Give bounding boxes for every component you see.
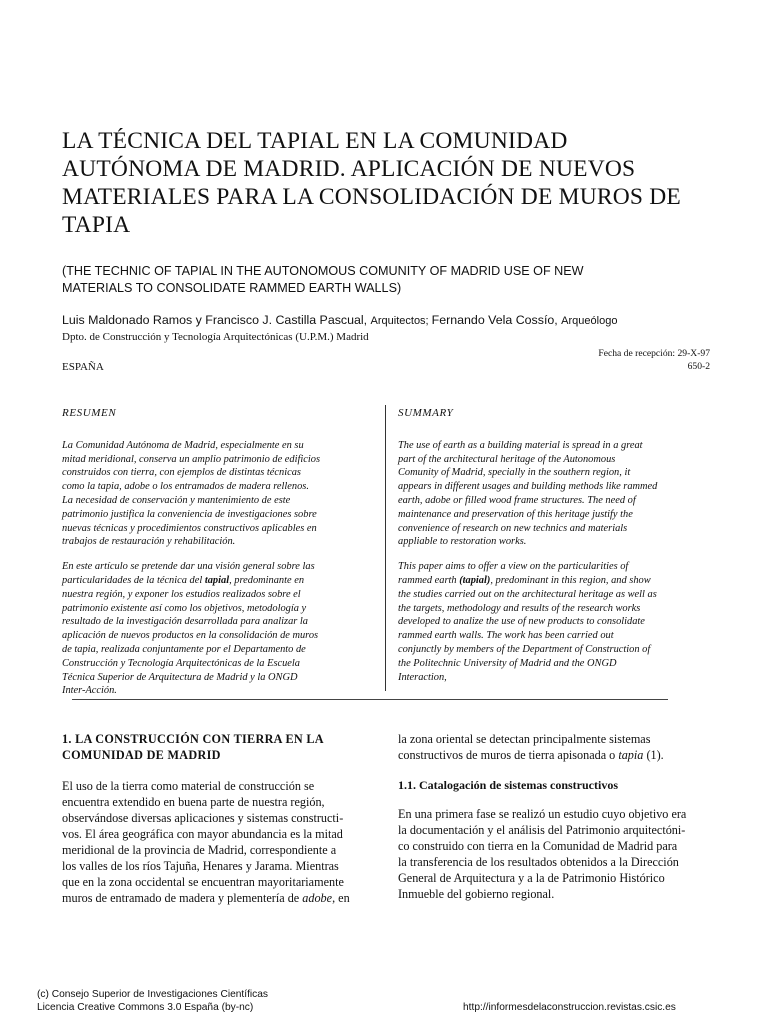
subtitle-line: (THE TECHNIC OF TAPIAL IN THE AUTONOMOUS COMUNITY OF MADRID USE OF NEW xyxy=(62,264,584,278)
text-line: La Comunidad Autónoma de Madrid, especialmente en su xyxy=(62,439,304,451)
text-run: muros de entramado de madera y plementería de xyxy=(62,891,303,905)
text-line: rammed earth walls. The work has been carried out xyxy=(398,630,614,642)
text-line: aplicación de nuevos productos en la consolidación de muros xyxy=(62,630,319,642)
abstract-english xyxy=(398,407,713,695)
author-role-2: Arqueólogo xyxy=(561,315,618,327)
text-line: The use of earth as a building material is spread in a great xyxy=(398,439,643,451)
text-line: nuestra región, y exponer los estudios realizados sobre el xyxy=(62,588,301,600)
term-adobe: adobe xyxy=(302,891,333,905)
journal-url-link[interactable]: http://informesdelaconstruccion.revistas.csic.es xyxy=(463,1002,676,1013)
text-line: En este artículo se pretende dar una visión general sobre las xyxy=(62,561,315,573)
text-run: (1). xyxy=(643,748,664,762)
text-line: El uso de la tierra como material de construcción se xyxy=(62,779,315,793)
text-line: La necesidad de conservación y mantenimiento de este xyxy=(62,494,291,506)
text-line: patrimonio justifica la conveniencia de investigaciones sobre xyxy=(62,508,317,520)
author-line xyxy=(62,313,712,327)
text-line: resultado de la investigación desarrollada para analizar la xyxy=(62,616,309,628)
summary-heading: SUMMARY xyxy=(398,407,454,419)
text-line: the studies carried out on the architectural heritage as well as xyxy=(398,588,657,600)
reception-date: Fecha de recepción: 29-X-97 xyxy=(598,348,710,359)
text-line: que en la zona occidental se encuentran mayoritariamente xyxy=(62,875,344,889)
body-paragraph-continued xyxy=(398,731,710,763)
text-line: This paper aims to offer a view on the particularities of xyxy=(398,561,629,573)
text-line: Inter-Acción. xyxy=(62,685,117,697)
text-run: particularidades de la técnica del xyxy=(62,574,205,586)
text-line: la transferencia de los resultados obtenidos a la Dirección xyxy=(398,855,679,869)
abstract-heading: RESUMEN xyxy=(62,407,117,419)
text-run: , en xyxy=(332,891,350,905)
body-paragraph xyxy=(398,806,710,902)
text-line: la zona oriental se detectan principalmente sistemas xyxy=(398,732,651,746)
title-line: TAPIA xyxy=(62,212,131,238)
text-line: de tapia, realizada conjuntamente por el Departamento de xyxy=(62,643,306,655)
text-run: constructivos de muros de tierra apisonada o xyxy=(398,748,619,762)
text-line: co construido con tierra en la Comunidad de Madrid para xyxy=(398,839,678,853)
author-names: Luis Maldonado Ramos y Francisco J. Castilla Pascual, xyxy=(62,313,371,327)
text-line: part of the architectural heritage of the Autonomous xyxy=(398,453,616,465)
section-heading xyxy=(62,731,370,763)
subsection-heading: 1.1. Catalogación de sistemas constructivos xyxy=(398,778,618,792)
text-run: , predominante en xyxy=(229,574,305,586)
text-line: construidos con tierra, con ejemplos de distintas técnicas xyxy=(62,467,301,479)
text-line: nuevas técnicas y procedimientos constructivos aplicables en xyxy=(62,522,317,534)
license-line: Licencia Creative Commons 3.0 España (by-nc) xyxy=(37,1002,254,1013)
text-line: appliable to restoration works. xyxy=(398,536,527,548)
abstract-paragraph xyxy=(62,439,372,549)
text-line xyxy=(398,574,713,588)
text-line: COMUNIDAD DE MADRID xyxy=(62,748,221,762)
author-role: Arquitectos; xyxy=(370,315,432,327)
text-line: patrimonio existente así como los objetivos, metodología y xyxy=(62,602,307,614)
text-line: convenience of research on new technics and materials xyxy=(398,522,628,534)
text-line: la documentación y el análisis del Patrimonio arquitectóni- xyxy=(398,823,686,837)
text-line: General de Arquitectura y a la de Patrimonio Histórico xyxy=(398,871,665,885)
author-names-2: Fernando Vela Cossío, xyxy=(431,313,562,327)
text-line: 1. LA CONSTRUCCIÓN CON TIERRA EN LA xyxy=(62,732,324,746)
paper-code: 650-2 xyxy=(687,361,710,372)
text-line: encuentra extendido en buena parte de nuestra región, xyxy=(62,795,325,809)
text-run: , predominant in this region, and show xyxy=(490,574,651,586)
text-line: Comunity of Madrid, specially in the southern region, it xyxy=(398,467,631,479)
text-line: conjunctly by members of the Department of Construction of xyxy=(398,643,651,655)
text-line: Interaction, xyxy=(398,671,447,683)
text-line: como la tapia, adobe o los entramados de madera rellenos. xyxy=(62,481,309,493)
title-line: AUTÓNOMA DE MADRID. APLICACIÓN DE NUEVOS xyxy=(62,156,636,182)
text-run: rammed earth xyxy=(398,574,460,586)
abstract-paragraph xyxy=(62,560,372,698)
copyright-line: (c) Consejo Superior de Investigaciones Científicas xyxy=(37,989,269,1000)
paper-subtitle xyxy=(62,263,712,297)
paper-title xyxy=(62,127,712,239)
keyword-tapial: (tapial) xyxy=(459,574,491,586)
text-line xyxy=(62,890,370,906)
text-line: Construcción y Tecnología Arquitectónicas de la Escuela xyxy=(62,657,300,669)
subtitle-line: MATERIALS TO CONSOLIDATE RAMMED EARTH WALLS) xyxy=(62,281,402,295)
department-affiliation: Dpto. de Construcción y Tecnología Arquitectónicas (U.P.M.) Madrid xyxy=(62,331,369,343)
title-line: LA TÉCNICA DEL TAPIAL EN LA COMUNIDAD xyxy=(62,128,568,154)
body-paragraph xyxy=(62,778,370,906)
section-divider xyxy=(72,699,668,700)
abstract-spanish xyxy=(62,407,372,709)
column-divider xyxy=(385,405,386,691)
section-heading-text xyxy=(62,731,370,763)
text-line: vos. El área geográfica con mayor abundancia es la mitad xyxy=(62,827,343,841)
summary-paragraph xyxy=(398,439,713,549)
text-line: los valles de los ríos Tajuña, Henares y Jarama. Mientras xyxy=(62,859,339,873)
text-line: earth, adobe or filled wood frame structures. The need of xyxy=(398,494,636,506)
text-line: maintenance and preservation of this heritage justify the xyxy=(398,508,633,520)
text-line: Técnica Superior de Arquitectura de Madrid y la ONGD xyxy=(62,671,298,683)
text-line: Inmueble del gobierno regional. xyxy=(398,887,555,901)
country: ESPAÑA xyxy=(62,361,104,373)
text-line: trabajos de restauración y rehabilitación. xyxy=(62,536,236,548)
text-line: developed to analize the use of new products to consolidate xyxy=(398,616,645,628)
text-line: appears in different usages and building methods like rammed xyxy=(398,481,658,493)
summary-paragraph xyxy=(398,560,713,684)
text-line: observándose diversas aplicaciones y sistemas constructi- xyxy=(62,811,344,825)
text-line: the targets, methodology and results of the research works xyxy=(398,602,641,614)
title-line: MATERIALES PARA LA CONSOLIDACIÓN DE MUROS DE xyxy=(62,184,681,210)
text-line xyxy=(62,574,372,588)
text-line: En una primera fase se realizó un estudio cuyo objetivo era xyxy=(398,807,687,821)
text-line: meridional de la provincia de Madrid, correspondiente a xyxy=(62,843,337,857)
text-line: the Politechnic University of Madrid and the ONGD xyxy=(398,657,617,669)
copyright-notice xyxy=(37,988,268,1014)
text-line: mitad meridional, conserva un amplio patrimonio de edificios xyxy=(62,453,321,465)
term-tapia: tapia xyxy=(618,748,644,762)
keyword-tapial: tapial xyxy=(204,574,230,586)
text-line xyxy=(398,747,710,763)
